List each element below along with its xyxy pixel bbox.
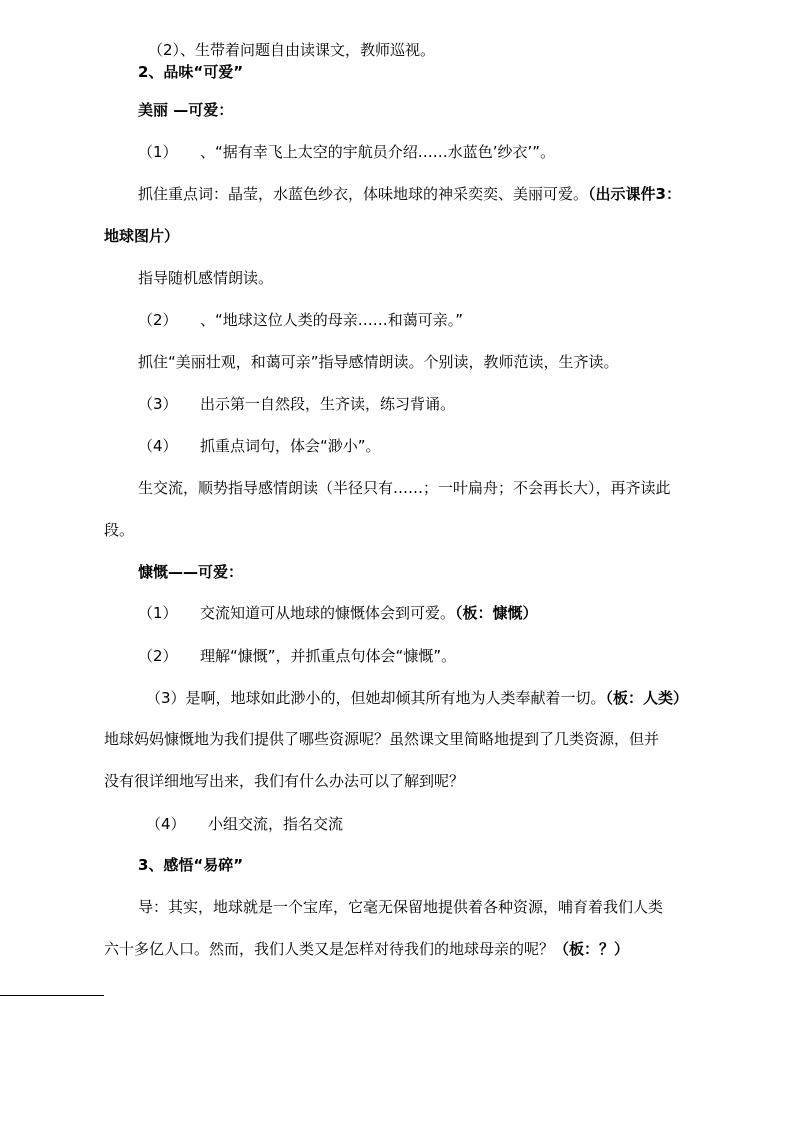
section-heading — [138, 62, 243, 82]
text: 、“地球这位人类的母亲……和蔼可亲。” — [200, 311, 464, 329]
paragraph — [104, 939, 629, 959]
text: 抓住“美丽壮观，和蔼可亲”指导感情朗读。个别读，教师范读，生齐读。 — [138, 353, 619, 371]
heading-text: 慷慨——可爱： — [138, 563, 244, 581]
paragraph — [104, 771, 464, 791]
paragraph — [138, 394, 455, 414]
subsection-heading — [138, 562, 243, 582]
paragraph — [138, 310, 463, 330]
paragraph — [104, 729, 659, 749]
item-number: （3） — [138, 395, 178, 413]
bold-text: （出示课件3： — [588, 185, 681, 203]
text: 六十多亿人口。然而，我们人类又是怎样对待我们的地球母亲的呢？ — [104, 940, 555, 958]
text: 指导随机感情朗读。 — [138, 269, 274, 287]
paragraph — [138, 268, 273, 288]
paragraph — [146, 814, 343, 834]
bold-text: 地球图片） — [104, 227, 180, 245]
paragraph — [138, 184, 681, 204]
text: 抓住重点词：晶莹，水蓝色纱衣，体味地球的神采奕奕、美丽可爱。 — [138, 185, 589, 203]
paragraph — [138, 142, 555, 162]
paragraph — [148, 40, 435, 60]
text: 、“据有幸飞上太空的宇航员介绍……水蓝色’纱衣’”。 — [200, 143, 556, 161]
heading-text: 3、感悟“易碎” — [138, 856, 244, 874]
paragraph — [104, 226, 179, 246]
paragraph — [138, 478, 671, 498]
text: 导：其实，地球就是一个宝库，它毫无保留地提供着各种资源，哺育着我们人类 — [138, 898, 664, 916]
paragraph — [138, 352, 619, 372]
item-number: （4） — [138, 437, 178, 455]
bold-text: （板：慷慨） — [455, 604, 538, 622]
item-number: （4） — [146, 815, 186, 833]
paragraph — [138, 436, 381, 456]
text: 段。 — [104, 521, 135, 539]
text: 地球妈妈慷慨地为我们提供了哪些资源呢？虽然课文里简略地提到了几类资源，但并 — [104, 730, 660, 748]
text: 小组交流，指名交流 — [208, 815, 344, 833]
text: （2）、生带着问题自由读课文，教师巡视。 — [148, 41, 436, 59]
heading-text: 2、品味“可爱” — [138, 63, 244, 81]
text: （3）是啊，地球如此渺小的，但她却倾其所有地为人类奉献着一切。 — [146, 689, 606, 707]
bold-text: （板：？） — [554, 940, 630, 958]
text: 理解“慷慨”，并抓重点句体会“慷慨”。 — [200, 647, 457, 665]
paragraph — [146, 688, 688, 708]
subsection-heading — [138, 100, 233, 120]
paragraph — [104, 520, 134, 540]
text: 出示第一自然段，生齐读，练习背诵。 — [200, 395, 456, 413]
item-number: （1） — [138, 143, 178, 161]
text: 没有很详细地写出来，我们有什么办法可以了解到呢？ — [104, 772, 465, 790]
item-number: （2） — [138, 311, 178, 329]
paragraph — [138, 603, 538, 623]
item-number: （1） — [138, 604, 178, 622]
bold-text: （板：人类） — [605, 689, 689, 707]
paragraph — [138, 897, 663, 917]
text: 抓重点词句，体会“渺小”。 — [200, 437, 381, 455]
footnote-separator — [0, 995, 104, 996]
item-number: （2） — [138, 647, 178, 665]
section-heading — [138, 855, 243, 875]
heading-text: 美丽 —可爱： — [138, 101, 234, 119]
text: 交流知道可从地球的慷慨体会到可爱。 — [200, 604, 456, 622]
paragraph — [138, 646, 456, 666]
text: 生交流，顺势指导感情朗读（半径只有……；一叶扁舟；不会再长大），再齐读此 — [138, 479, 671, 497]
